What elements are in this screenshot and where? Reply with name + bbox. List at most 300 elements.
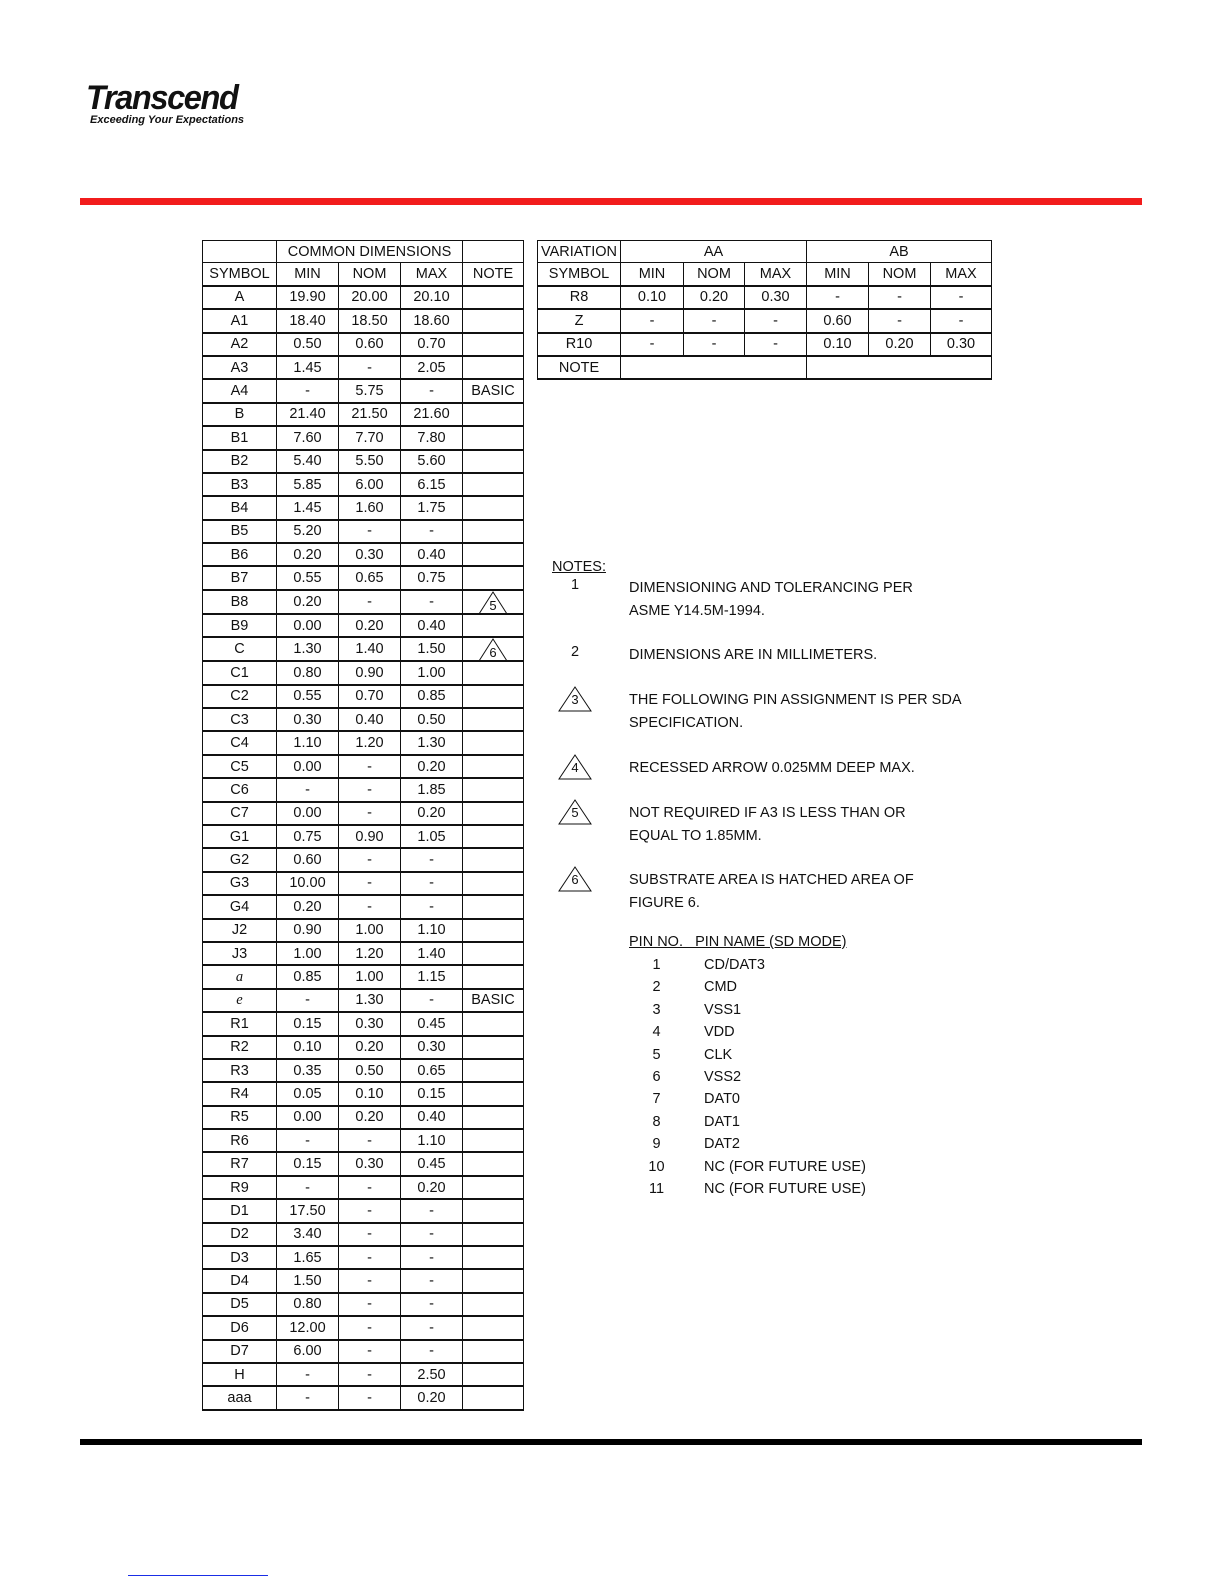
dimension-cell-max: 0.50 [401, 708, 463, 731]
variation-cell: 0.10 [807, 333, 869, 356]
variation-header-cols-row [538, 263, 992, 286]
dimension-row [203, 379, 524, 402]
dimension-cell-min: 0.15 [277, 1012, 339, 1035]
dimension-cell-sym: B6 [203, 543, 277, 566]
dimension-cell-nom: 21.50 [339, 403, 401, 426]
pin-name: NC (FOR FUTURE USE) [704, 1181, 866, 1197]
dimension-cell-nom: 0.30 [339, 1152, 401, 1175]
dimension-row [203, 1059, 524, 1082]
dimension-cell-nom: 18.50 [339, 309, 401, 332]
dimension-row [203, 520, 524, 543]
variation-cell: - [931, 309, 992, 332]
variation-cell: 0.20 [684, 286, 745, 309]
dimension-cell-note [463, 286, 524, 309]
variation-cell: R10 [538, 333, 621, 356]
dimension-cell-note: BASIC [463, 989, 524, 1012]
variation-cell: - [621, 333, 684, 356]
variation-cell: - [684, 309, 745, 332]
note-text [629, 869, 1009, 914]
dimension-cell-min: 0.50 [277, 333, 339, 356]
note-triangle-icon: 5 [478, 591, 508, 613]
dimension-cell-max: 0.70 [401, 333, 463, 356]
dimension-cell-note [463, 1176, 524, 1199]
dimension-cell-max: 21.60 [401, 403, 463, 426]
variation-row [538, 333, 992, 356]
col-header-max: MAX [745, 263, 807, 286]
dimension-cell-min: 0.55 [277, 685, 339, 708]
dimension-cell-sym: B2 [203, 450, 277, 473]
dimension-cell-max: 1.40 [401, 942, 463, 965]
dimension-cell-max: 2.05 [401, 356, 463, 379]
dimension-row [203, 1129, 524, 1152]
dimension-cell-min: - [277, 989, 339, 1012]
dimension-cell-max: - [401, 989, 463, 1012]
variation-note-aa [621, 356, 807, 379]
dimension-cell-sym: G3 [203, 872, 277, 895]
common-dimensions-heading: COMMON DIMENSIONS [277, 241, 463, 263]
dimension-cell-note [463, 1106, 524, 1129]
dimension-row [203, 731, 524, 754]
dimension-cell-nom: - [339, 590, 401, 614]
brand-name: Transcend [86, 79, 238, 117]
dimension-row [203, 356, 524, 379]
pin-number: 2 [652, 979, 661, 996]
dimension-cell-note [463, 778, 524, 801]
dimension-cell-min: 5.20 [277, 520, 339, 543]
dimension-cell-max: 18.60 [401, 309, 463, 332]
dimension-cell-max: - [401, 848, 463, 871]
dimension-cell-min: 0.10 [277, 1036, 339, 1059]
dimension-cell-min: 18.40 [277, 309, 339, 332]
variation-cell: 0.20 [869, 333, 931, 356]
dimension-cell-sym: G2 [203, 848, 277, 871]
variation-cell: - [684, 333, 745, 356]
dimension-cell-nom: 1.00 [339, 965, 401, 988]
dimension-cell-min: 0.60 [277, 848, 339, 871]
dimension-cell-note [463, 403, 524, 426]
dimension-cell-min: 1.65 [277, 1246, 339, 1269]
dimension-cell-sym: R1 [203, 1012, 277, 1035]
dimension-cell-min: 5.40 [277, 450, 339, 473]
dimension-cell-min: 1.10 [277, 731, 339, 754]
note-line: SPECIFICATION. [629, 714, 744, 731]
dimension-row [203, 989, 524, 1012]
dimension-cell-sym: a [203, 965, 277, 988]
note-text [629, 757, 1009, 780]
dimension-cell-max: 0.15 [401, 1082, 463, 1105]
dimension-cell-sym: D5 [203, 1293, 277, 1316]
pin-name: CLK [704, 1046, 733, 1063]
dimension-cell-max: 0.45 [401, 1152, 463, 1175]
dimension-cell-note [463, 309, 524, 332]
dimension-cell-sym: e [203, 989, 277, 1012]
dimension-row [203, 473, 524, 496]
dimension-cell-note [463, 1223, 524, 1246]
dimension-cell-max: - [401, 590, 463, 614]
dimension-cell-note [463, 1129, 524, 1152]
dimension-row [203, 1223, 524, 1246]
dimension-cell-max: 1.30 [401, 731, 463, 754]
dimension-cell-max: 7.80 [401, 426, 463, 449]
dimension-row [203, 1106, 524, 1129]
notes-title: NOTES: [552, 559, 606, 575]
col-header-note: NOTE [463, 263, 524, 286]
dimension-cell-sym: B8 [203, 590, 277, 614]
dimension-cell-nom: - [339, 755, 401, 778]
dimension-cell-nom: 0.70 [339, 685, 401, 708]
dimension-cell-nom: 0.50 [339, 1059, 401, 1082]
dimension-cell-min: 0.00 [277, 755, 339, 778]
dimension-cell-sym: J2 [203, 919, 277, 942]
note-line: EQUAL TO 1.85MM. [629, 827, 762, 844]
dimension-cell-min: 0.00 [277, 802, 339, 825]
dimension-cell-sym: R7 [203, 1152, 277, 1175]
dimension-cell-note [463, 543, 524, 566]
dimension-cell-note [463, 685, 524, 708]
dimension-cell-sym: J3 [203, 942, 277, 965]
dimension-row [203, 403, 524, 426]
dimension-row [203, 1269, 524, 1292]
dimension-cell-nom: 1.20 [339, 942, 401, 965]
dimension-cell-note [463, 520, 524, 543]
note-number [552, 686, 598, 712]
dimension-cell-note [463, 614, 524, 637]
dimension-cell-note [463, 450, 524, 473]
dimension-cell-sym: aaa [203, 1386, 277, 1409]
dimension-row [203, 1386, 524, 1409]
variation-table [537, 240, 992, 380]
dimension-row [203, 1316, 524, 1339]
dimension-cell-note [463, 1199, 524, 1222]
dimension-cell-sym: C7 [203, 802, 277, 825]
dimension-cell-min: - [277, 1386, 339, 1409]
dimension-cell-min: 0.90 [277, 919, 339, 942]
dimension-row [203, 1036, 524, 1059]
dimension-cell-min: 0.20 [277, 895, 339, 918]
dimension-cell-max: 0.40 [401, 543, 463, 566]
dimension-cell-min: 7.60 [277, 426, 339, 449]
dimension-row [203, 590, 524, 614]
dimension-cell-nom: - [339, 1363, 401, 1386]
pin-name: VDD [704, 1024, 735, 1041]
dimension-cell-note [463, 919, 524, 942]
note-text [629, 689, 1009, 734]
dimension-row [203, 614, 524, 637]
dimension-cell-note [463, 1363, 524, 1386]
dimension-cell-max: 0.20 [401, 1386, 463, 1409]
pin-number: 1 [652, 957, 661, 973]
dimension-cell-min: 1.30 [277, 637, 339, 661]
dimension-row [203, 965, 524, 988]
dimension-cell-max: 0.20 [401, 755, 463, 778]
dimension-cell-max: - [401, 1293, 463, 1316]
dimension-cell-note [463, 590, 524, 614]
dimension-cell-max: 0.75 [401, 566, 463, 589]
dimension-cell-note [463, 1293, 524, 1316]
dimension-cell-nom: 7.70 [339, 426, 401, 449]
dimension-cell-sym: B7 [203, 566, 277, 589]
dimension-cell-note [463, 1340, 524, 1363]
dimension-cell-max: 2.50 [401, 1363, 463, 1386]
dimension-cell-nom: - [339, 1269, 401, 1292]
dimension-cell-sym: C5 [203, 755, 277, 778]
dimension-cell-min: 1.45 [277, 496, 339, 519]
dimension-cell-nom: - [339, 1316, 401, 1339]
dimension-row [203, 333, 524, 356]
dimension-cell-sym: C4 [203, 731, 277, 754]
dimension-cell-max: 1.50 [401, 637, 463, 661]
dimension-cell-min: 0.20 [277, 543, 339, 566]
dimension-cell-max: 1.05 [401, 825, 463, 848]
dimension-row [203, 755, 524, 778]
dimension-cell-max: 20.10 [401, 286, 463, 309]
dimension-cell-max: 1.75 [401, 496, 463, 519]
dimension-cell-max: - [401, 1316, 463, 1339]
dimension-cell-max: 5.60 [401, 450, 463, 473]
variation-cell: - [745, 309, 807, 332]
dimension-cell-nom: 1.40 [339, 637, 401, 661]
variation-cell: Z [538, 309, 621, 332]
dimension-cell-note [463, 1012, 524, 1035]
dimension-row [203, 450, 524, 473]
dimension-cell-max: 0.40 [401, 1106, 463, 1129]
note-triangle-icon: 6 [478, 638, 508, 660]
pin-name: DAT1 [704, 1113, 740, 1130]
dimension-cell-note [463, 755, 524, 778]
pin-number: 9 [652, 1136, 661, 1153]
variation-cell: - [869, 286, 931, 309]
pin-number: 5 [652, 1046, 661, 1063]
variation-note-row [538, 356, 992, 379]
dimension-cell-min: - [277, 1176, 339, 1199]
dimension-cell-min: - [277, 379, 339, 402]
note-number: 1 [570, 577, 580, 593]
dimension-row [203, 637, 524, 661]
dimension-row [203, 802, 524, 825]
pin-number: 7 [652, 1091, 661, 1108]
pin-name: CD/DAT3 [704, 957, 765, 973]
dimension-row [203, 942, 524, 965]
dimension-cell-note [463, 637, 524, 661]
dimension-cell-note [463, 1386, 524, 1409]
col-header-min: MIN [277, 263, 339, 286]
dimension-cell-note [463, 895, 524, 918]
dimension-cell-nom: 1.30 [339, 989, 401, 1012]
dimension-cell-min: 17.50 [277, 1199, 339, 1222]
variation-heading: VARIATION [538, 241, 621, 263]
col-header-max: MAX [931, 263, 992, 286]
common-dimensions-table [202, 240, 524, 1411]
dimension-cell-nom: - [339, 1293, 401, 1316]
dimension-cell-nom: 0.20 [339, 1106, 401, 1129]
dimension-cell-note [463, 426, 524, 449]
dimension-cell-max: - [401, 1246, 463, 1269]
dimension-cell-max: 6.15 [401, 473, 463, 496]
common-header-top-row [203, 241, 524, 263]
variation-cell: - [931, 286, 992, 309]
dimension-cell-min: 0.30 [277, 708, 339, 731]
pin-table-header: PIN NO. PIN NAME (SD MODE) [629, 934, 847, 950]
dimension-cell-note: BASIC [463, 379, 524, 402]
dimension-row [203, 1293, 524, 1316]
dimension-cell-note [463, 965, 524, 988]
dimension-cell-sym: B3 [203, 473, 277, 496]
common-header-blank [203, 241, 277, 263]
variation-cell: 0.10 [621, 286, 684, 309]
dimension-cell-nom: 1.00 [339, 919, 401, 942]
dimension-cell-max: - [401, 1223, 463, 1246]
dimension-cell-sym: R6 [203, 1129, 277, 1152]
dimension-cell-sym: B9 [203, 614, 277, 637]
variation-cell: - [807, 286, 869, 309]
brand-logo [86, 80, 244, 126]
dimension-cell-min: 5.85 [277, 473, 339, 496]
footer-black-rule [80, 1439, 1142, 1445]
pin-number: 4 [652, 1024, 661, 1041]
dimension-cell-min: 0.00 [277, 1106, 339, 1129]
dimension-cell-note [463, 848, 524, 871]
variation-cell: 0.60 [807, 309, 869, 332]
dimension-cell-nom: - [339, 1176, 401, 1199]
dimension-row [203, 685, 524, 708]
note-line: SUBSTRATE AREA IS HATCHED AREA OF [629, 872, 914, 888]
dimension-cell-nom: - [339, 778, 401, 801]
dimension-cell-nom: - [339, 895, 401, 918]
dimension-cell-max: 0.20 [401, 1176, 463, 1199]
dimension-cell-max: - [401, 379, 463, 402]
dimension-cell-min: 1.00 [277, 942, 339, 965]
dimension-row [203, 708, 524, 731]
dimension-cell-nom: 6.00 [339, 473, 401, 496]
dimension-cell-sym: A1 [203, 309, 277, 332]
dimension-cell-max: 0.20 [401, 802, 463, 825]
dimension-cell-max: 0.85 [401, 685, 463, 708]
dimension-cell-nom: 5.50 [339, 450, 401, 473]
note-line: FIGURE 6. [629, 894, 700, 911]
dimension-cell-sym: C2 [203, 685, 277, 708]
dimension-cell-min: 0.80 [277, 661, 339, 684]
dimension-cell-max: - [401, 1269, 463, 1292]
variation-aa-heading: AA [621, 241, 807, 263]
dimension-cell-nom: - [339, 1199, 401, 1222]
dimension-cell-sym: H [203, 1363, 277, 1386]
note-number [552, 754, 598, 780]
dimension-cell-min: 19.90 [277, 286, 339, 309]
dimension-row [203, 919, 524, 942]
note-triangle-icon: 3 [558, 686, 592, 712]
dimension-cell-min: 6.00 [277, 1340, 339, 1363]
dimension-cell-nom: 5.75 [339, 379, 401, 402]
dimension-cell-note [463, 1269, 524, 1292]
dimension-cell-max: 0.40 [401, 614, 463, 637]
dimension-cell-min: - [277, 778, 339, 801]
dimension-cell-nom: - [339, 1223, 401, 1246]
dimension-row [203, 1340, 524, 1363]
dimension-cell-nom: 0.10 [339, 1082, 401, 1105]
pin-name: DAT0 [704, 1091, 740, 1108]
variation-cell: R8 [538, 286, 621, 309]
dimension-cell-nom: 0.60 [339, 333, 401, 356]
dimension-cell-nom: - [339, 802, 401, 825]
dimension-cell-sym: R3 [203, 1059, 277, 1082]
dimension-cell-note [463, 825, 524, 848]
dimension-cell-min: 0.20 [277, 590, 339, 614]
note-line: THE FOLLOWING PIN ASSIGNMENT IS PER SDA [629, 692, 962, 708]
pin-name: NC (FOR FUTURE USE) [704, 1158, 866, 1175]
dimension-cell-note [463, 1059, 524, 1082]
note-line: NOT REQUIRED IF A3 IS LESS THAN OR [629, 805, 906, 821]
note-triangle-icon: 5 [558, 799, 592, 825]
dimension-cell-sym: B1 [203, 426, 277, 449]
dimension-cell-max: 1.15 [401, 965, 463, 988]
dimension-cell-nom: 0.90 [339, 825, 401, 848]
note-line: DIMENSIONS ARE IN MILLIMETERS. [629, 647, 878, 663]
dimension-cell-note [463, 496, 524, 519]
dimension-cell-nom: 1.60 [339, 496, 401, 519]
dimension-cell-sym: C1 [203, 661, 277, 684]
common-header-blank [463, 241, 524, 263]
dimension-cell-nom: 0.90 [339, 661, 401, 684]
note-line: RECESSED ARROW 0.025MM DEEP MAX. [629, 760, 915, 776]
dimension-row [203, 661, 524, 684]
variation-note-label: NOTE [538, 356, 621, 379]
dimension-cell-nom: - [339, 356, 401, 379]
pin-number: 11 [648, 1181, 665, 1197]
note-text [629, 644, 1009, 667]
dimension-row [203, 1012, 524, 1035]
dimension-row [203, 426, 524, 449]
pin-number: 10 [648, 1158, 665, 1175]
dimension-cell-min: 10.00 [277, 872, 339, 895]
dimension-cell-sym: D6 [203, 1316, 277, 1339]
dimension-cell-nom: 20.00 [339, 286, 401, 309]
pin-name: DAT2 [704, 1136, 740, 1153]
col-header-nom: NOM [869, 263, 931, 286]
dimension-cell-sym: G1 [203, 825, 277, 848]
dimension-cell-sym: A3 [203, 356, 277, 379]
dimension-row [203, 496, 524, 519]
dimension-cell-note [463, 872, 524, 895]
dimension-row [203, 1246, 524, 1269]
dimension-cell-note [463, 566, 524, 589]
dimension-cell-sym: B5 [203, 520, 277, 543]
dimension-cell-max: - [401, 872, 463, 895]
dimension-cell-nom: - [339, 1246, 401, 1269]
dimension-cell-note [463, 1152, 524, 1175]
common-header-cols-row [203, 263, 524, 286]
dimension-cell-max: - [401, 520, 463, 543]
dimension-cell-note [463, 333, 524, 356]
dimension-cell-sym: B [203, 403, 277, 426]
dimension-cell-min: 0.15 [277, 1152, 339, 1175]
dimension-row [203, 286, 524, 309]
dimension-cell-nom: 0.65 [339, 566, 401, 589]
dimension-cell-nom: 0.30 [339, 543, 401, 566]
dimension-cell-sym: D1 [203, 1199, 277, 1222]
footer-link-underline[interactable] [128, 1575, 268, 1576]
dimension-cell-sym: D4 [203, 1269, 277, 1292]
dimension-cell-nom: 0.20 [339, 614, 401, 637]
col-header-min: MIN [807, 263, 869, 286]
dimension-cell-note [463, 473, 524, 496]
col-header-nom: NOM [684, 263, 745, 286]
variation-cell: 0.30 [931, 333, 992, 356]
dimension-cell-min: 12.00 [277, 1316, 339, 1339]
dimension-cell-note [463, 1082, 524, 1105]
dimension-cell-sym: A [203, 286, 277, 309]
header-red-rule [80, 198, 1142, 205]
dimension-cell-sym: R4 [203, 1082, 277, 1105]
